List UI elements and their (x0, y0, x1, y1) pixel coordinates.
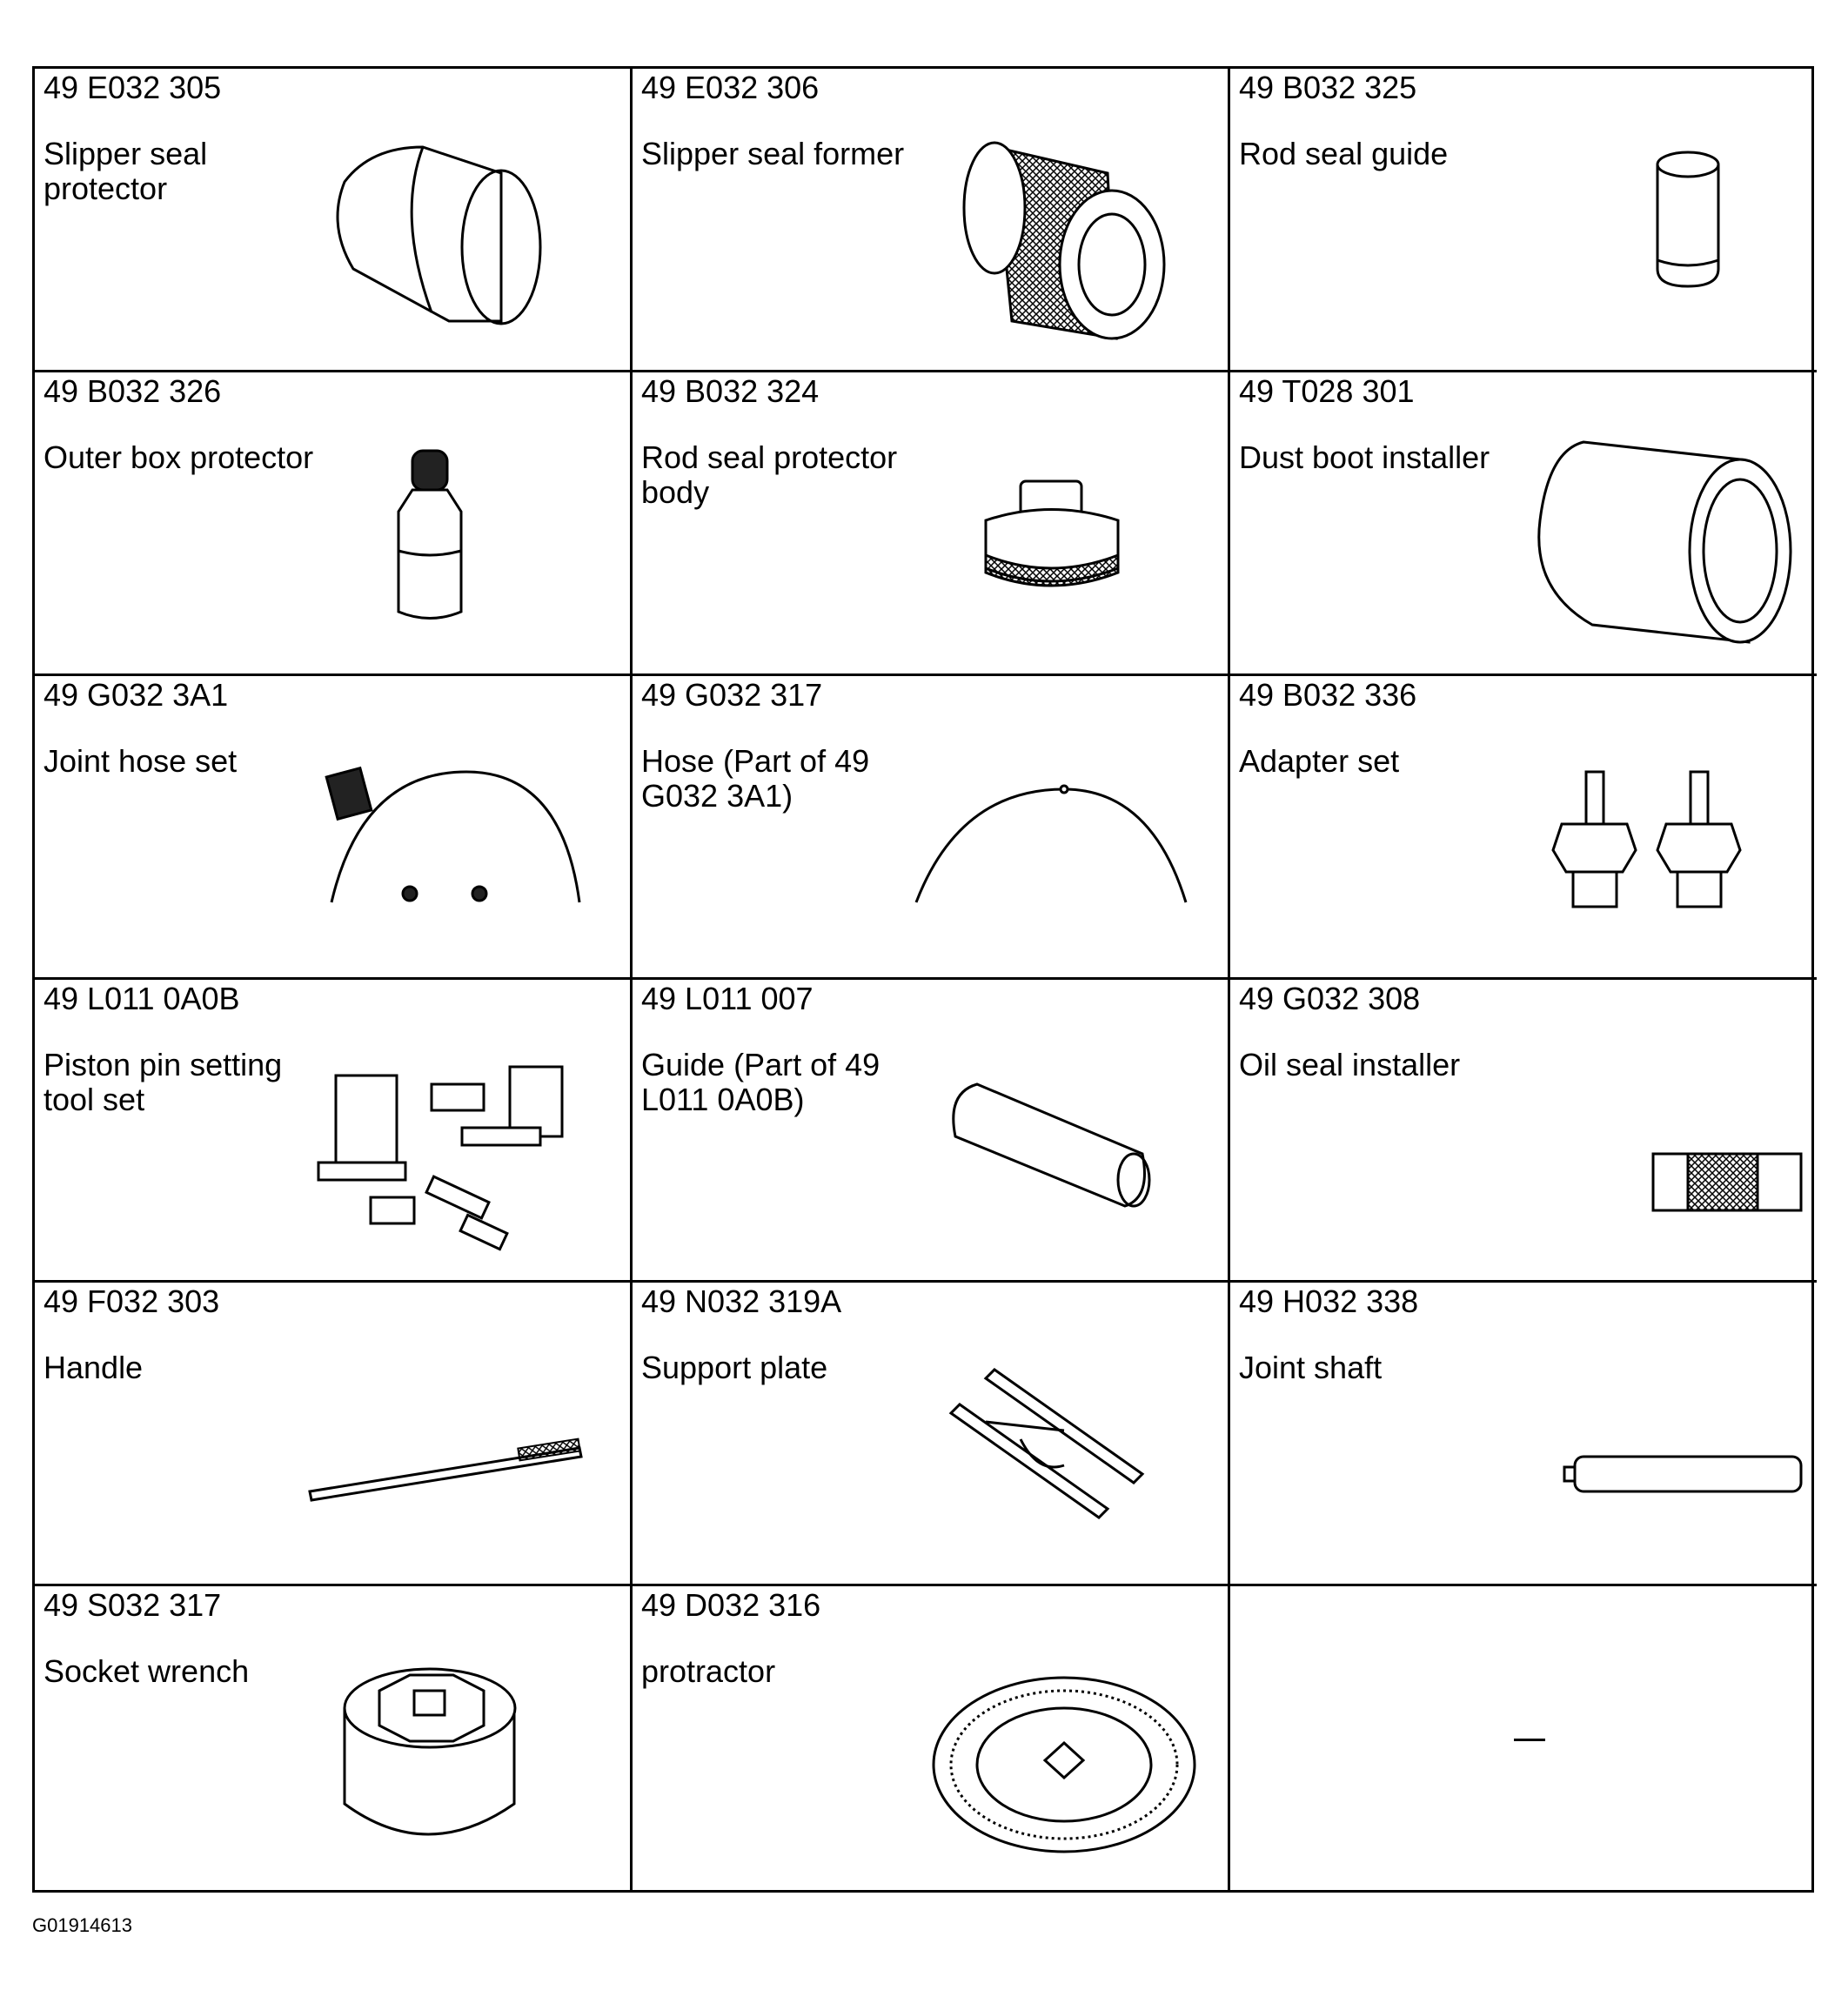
adapter-set-icon (1479, 720, 1810, 972)
part-name: Outer box protector (44, 439, 314, 475)
part-number: 49 B032 336 (1239, 676, 1417, 713)
part-number: 49 D032 316 (641, 1587, 821, 1624)
slipper-seal-protector-icon (292, 112, 623, 365)
part-number: 49 N032 319A (641, 1283, 842, 1320)
tool-cell (633, 980, 1230, 1283)
tool-cell (1230, 980, 1817, 1283)
part-number: 49 F032 303 (44, 1283, 220, 1320)
tool-cell (633, 1586, 1230, 1890)
part-name: Dust boot installer (1239, 439, 1490, 475)
tool-cell (35, 1283, 633, 1586)
part-name: Rod seal protector body (641, 439, 898, 510)
tool-cell (633, 69, 1230, 372)
hose-icon (890, 720, 1221, 972)
part-number: 49 E032 305 (44, 70, 222, 105)
tool-cell (1230, 372, 1817, 676)
tool-cell (633, 372, 1230, 676)
part-number: 49 L011 0A0B (44, 980, 240, 1016)
tool-cell (35, 69, 633, 372)
piston-pin-setting-tool-set-icon (292, 1023, 623, 1276)
part-name: Rod seal guide (1239, 136, 1449, 171)
part-name: Handle (44, 1350, 144, 1386)
part-number: 49 G032 3A1 (44, 676, 229, 713)
special-tools-table (32, 66, 1814, 1893)
tool-cell (1230, 69, 1817, 372)
part-number: 49 B032 325 (1239, 70, 1417, 105)
socket-wrench-icon (292, 1630, 623, 1882)
part-name: Joint hose set (44, 742, 238, 779)
guide-icon (890, 1023, 1221, 1276)
figure-id: G01914613 (32, 1914, 132, 1936)
outer-box-protector-icon (292, 416, 623, 668)
part-name: Piston pin setting tool set (44, 1046, 283, 1117)
rod-seal-guide-icon (1479, 112, 1810, 365)
tool-cell (35, 980, 633, 1283)
part-number: 49 L011 007 (641, 980, 814, 1016)
handle-icon (292, 1326, 623, 1578)
tool-cell (1230, 1283, 1817, 1586)
rod-seal-protector-body-icon (890, 416, 1221, 668)
part-number: 49 H032 338 (1239, 1283, 1419, 1320)
part-number: 49 G032 308 (1239, 980, 1421, 1016)
part-number: 49 E032 306 (641, 70, 820, 105)
empty-dash (1514, 1739, 1545, 1741)
slipper-seal-former-icon (890, 112, 1221, 365)
part-name: Oil seal installer (1239, 1046, 1461, 1082)
part-name: Hose (Part of 49 G032 3A1) (641, 742, 870, 814)
part-name: Guide (Part of 49 L011 0A0B) (641, 1046, 880, 1117)
part-name: Adapter set (1239, 742, 1400, 779)
tool-cell (35, 372, 633, 676)
part-name: Joint shaft (1239, 1350, 1383, 1386)
part-number: 49 T028 301 (1239, 372, 1415, 409)
part-number: 49 G032 317 (641, 676, 823, 713)
part-number: 49 B032 326 (44, 372, 222, 409)
part-name: protractor (641, 1653, 776, 1690)
part-name: Slipper seal former (641, 136, 905, 171)
tool-cell (35, 676, 633, 980)
part-number: 49 B032 324 (641, 372, 820, 409)
support-plate-icon (890, 1326, 1221, 1578)
tool-cell (633, 1283, 1230, 1586)
joint-hose-set-icon (292, 720, 623, 972)
oil-seal-installer-icon (1479, 1023, 1810, 1276)
part-name: Support plate (641, 1350, 828, 1386)
tool-cell (633, 676, 1230, 980)
part-name: Socket wrench (44, 1653, 250, 1690)
tool-cell (35, 1586, 633, 1890)
part-number: 49 S032 317 (44, 1587, 222, 1624)
tool-cell (1230, 676, 1817, 980)
empty-cell (1230, 1586, 1817, 1890)
protractor-icon (890, 1630, 1221, 1882)
dust-boot-installer-icon (1479, 416, 1810, 668)
part-name: Slipper seal protector (44, 136, 208, 206)
joint-shaft-icon (1479, 1326, 1810, 1578)
